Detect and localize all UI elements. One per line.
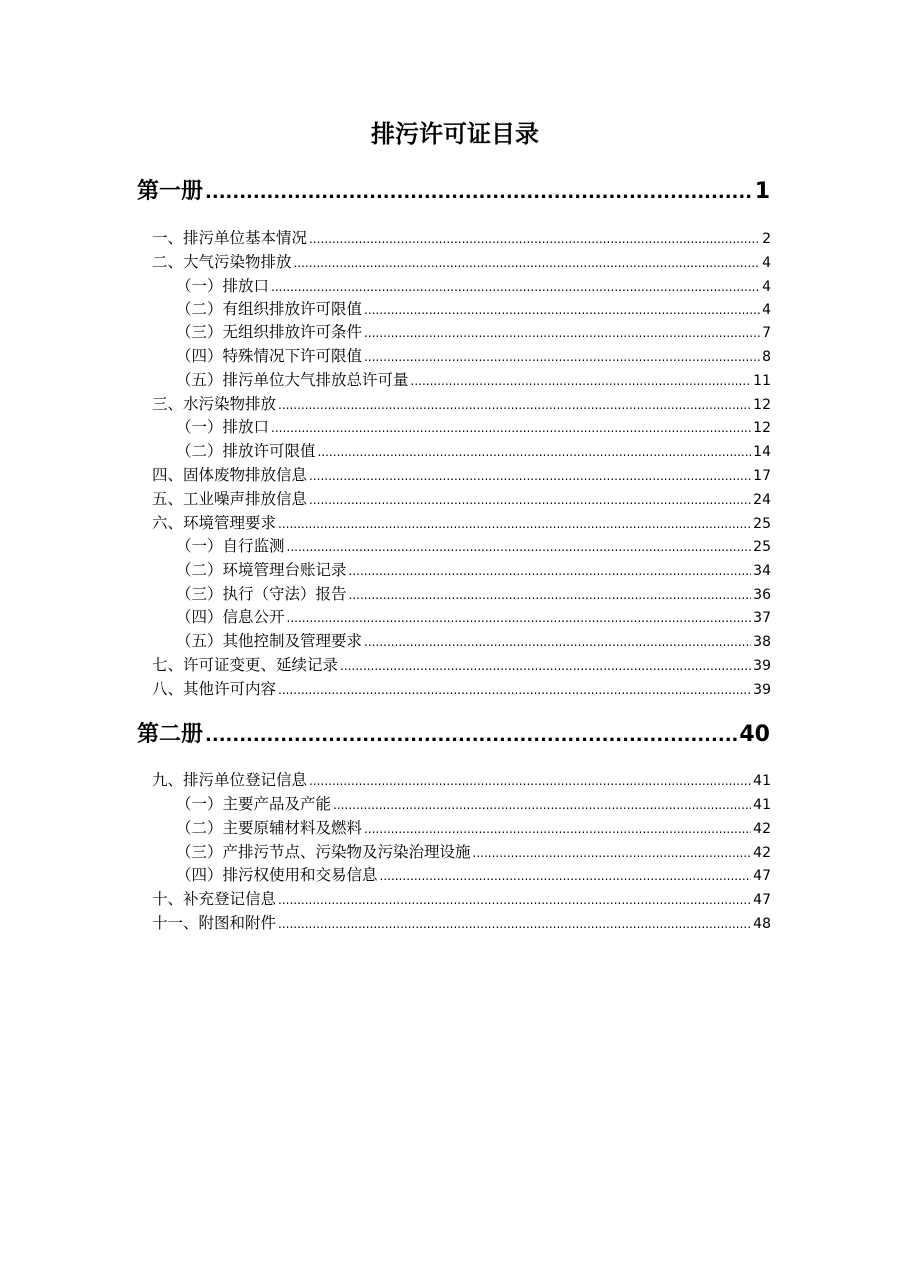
toc-entry-title: （一）排放口 [176,418,270,436]
toc-page-number: 12 [753,397,771,413]
toc-dot-leader [205,172,753,213]
toc-entry[interactable] [152,887,771,911]
toc-page-number: 39 [753,682,771,698]
toc-entry[interactable] [152,911,771,935]
toc-page-number: 41 [753,773,771,789]
toc-entry-title: （三）执行（守法）报告 [176,585,347,603]
toc-page-number: 2 [762,231,771,247]
toc-entry[interactable] [176,439,771,463]
toc-volume-entry[interactable] [137,172,770,212]
toc-entry[interactable] [152,392,771,416]
toc-entry-title: 五、工业噪声排放信息 [152,490,308,508]
toc-dot-leader [349,582,752,607]
toc-dot-leader [364,320,760,345]
toc-page-number: 4 [762,255,771,271]
toc-entry-title: 十一、附图和附件 [152,914,277,932]
toc-page-number: 48 [753,916,771,932]
toc-entry[interactable] [176,274,771,298]
toc-dot-leader [380,863,752,888]
toc-entry-title: 七、许可证变更、延续记录 [152,656,339,674]
toc-dot-leader [309,226,760,251]
toc-dot-leader [340,653,751,678]
toc-entry[interactable] [176,344,771,368]
toc-dot-leader [278,511,751,536]
toc-dot-leader [287,605,752,630]
toc-entry-title: 八、其他许可内容 [152,680,277,698]
toc-entry[interactable] [176,368,771,392]
toc-page-number: 37 [753,610,771,626]
toc-dot-leader [278,677,751,702]
page-title: 排污许可证目录 [371,120,539,148]
toc-dot-leader [349,558,752,583]
toc-entry-title: 十、补充登记信息 [152,890,277,908]
toc-entry-title: （二）排放许可限值 [176,442,316,460]
toc-entry-title: （一）自行监测 [176,537,285,555]
toc-entry[interactable] [176,297,771,321]
toc-entry-title: 二、大气污染物排放 [152,253,292,271]
toc-entry[interactable] [152,653,771,677]
toc-page-number: 47 [753,868,771,884]
toc-page-number: 4 [762,279,771,295]
toc-dot-leader [278,887,751,912]
toc-entry-title: 第一册 [137,179,204,204]
toc-page-number: 40 [739,722,770,747]
toc-entry[interactable] [152,463,771,487]
toc-page-number: 39 [753,658,771,674]
toc-page-number: 41 [753,797,771,813]
toc-page-number: 8 [762,349,771,365]
toc-dot-leader [309,463,751,488]
toc-dot-leader [333,792,751,817]
toc-entry[interactable] [152,226,771,250]
toc-entry-title: （二）环境管理台账记录 [176,561,347,579]
toc-dot-leader [309,487,751,512]
toc-entry[interactable] [176,816,771,840]
toc-entry[interactable] [152,677,771,701]
toc-entry-title: （二）有组织排放许可限值 [176,300,363,318]
toc-dot-leader [278,392,751,417]
toc-entry-title: （一）排放口 [176,277,270,295]
toc-entry-title: 一、排污单位基本情况 [152,229,308,247]
toc-entry-title: 九、排污单位登记信息 [152,771,308,789]
toc-dot-leader [294,250,761,275]
toc-dot-leader [364,629,751,654]
toc-entry-title: 三、水污染物排放 [152,395,277,413]
toc-page-number: 42 [753,845,771,861]
toc-page-number: 25 [753,516,771,532]
toc-entry[interactable] [152,250,771,274]
toc-entry[interactable] [176,605,771,629]
toc-entry[interactable] [176,863,771,887]
toc-entry-title: （四）排污权使用和交易信息 [176,866,378,884]
toc-entry-title: 六、环境管理要求 [152,514,277,532]
toc-entry-title: 第二册 [137,722,204,747]
toc-page-number: 42 [753,821,771,837]
toc-entry-title: （二）主要原辅材料及燃料 [176,819,363,837]
toc-dot-leader [287,534,752,559]
toc-dot-leader [318,439,752,464]
toc-page-number: 24 [753,492,771,508]
toc-entry[interactable] [176,840,771,864]
toc-dot-leader [309,768,751,793]
toc-page-number: 47 [753,892,771,908]
toc-page-number: 38 [753,634,771,650]
toc-dot-leader [364,344,760,369]
toc-page-number: 34 [753,563,771,579]
toc-page-number: 11 [753,373,771,389]
toc-entry-title: 四、固体废物排放信息 [152,466,308,484]
toc-page-number: 14 [753,444,771,460]
toc-page-number: 17 [753,468,771,484]
toc-entry[interactable] [176,582,771,606]
toc-page-number: 12 [753,420,771,436]
toc-entry[interactable] [176,534,771,558]
toc-dot-leader [205,715,737,756]
toc-page-number: 7 [762,325,771,341]
toc-entry[interactable] [176,792,771,816]
toc-page-number: 1 [754,179,770,204]
toc-dot-leader [271,274,760,299]
toc-entry-title: （四）特殊情况下许可限值 [176,347,363,365]
toc-entry[interactable] [176,320,771,344]
toc-entry-title: （四）信息公开 [176,608,285,626]
toc-dot-leader [364,816,751,841]
toc-entry[interactable] [176,629,771,653]
toc-page-number: 4 [762,302,771,318]
toc-dot-leader [411,368,752,393]
toc-dot-leader [271,415,751,440]
toc-entry[interactable] [152,511,771,535]
toc-entry-title: （五）其他控制及管理要求 [176,632,363,650]
toc-entry[interactable] [152,487,771,511]
toc-dot-leader [473,840,752,865]
toc-entry[interactable] [176,415,771,439]
toc-dot-leader [278,911,751,936]
toc-page-number: 36 [753,587,771,603]
toc-entry-title: （三）无组织排放许可条件 [176,323,363,341]
toc-entry-title: （一）主要产品及产能 [176,795,332,813]
toc-page-number: 25 [753,539,771,555]
toc-entry-title: （三）产排污节点、污染物及污染治理设施 [176,843,471,861]
toc-volume-entry[interactable] [137,715,770,755]
toc-entry[interactable] [152,768,771,792]
toc-entry-title: （五）排污单位大气排放总许可量 [176,371,409,389]
toc-entry[interactable] [176,558,771,582]
toc-dot-leader [364,297,760,322]
